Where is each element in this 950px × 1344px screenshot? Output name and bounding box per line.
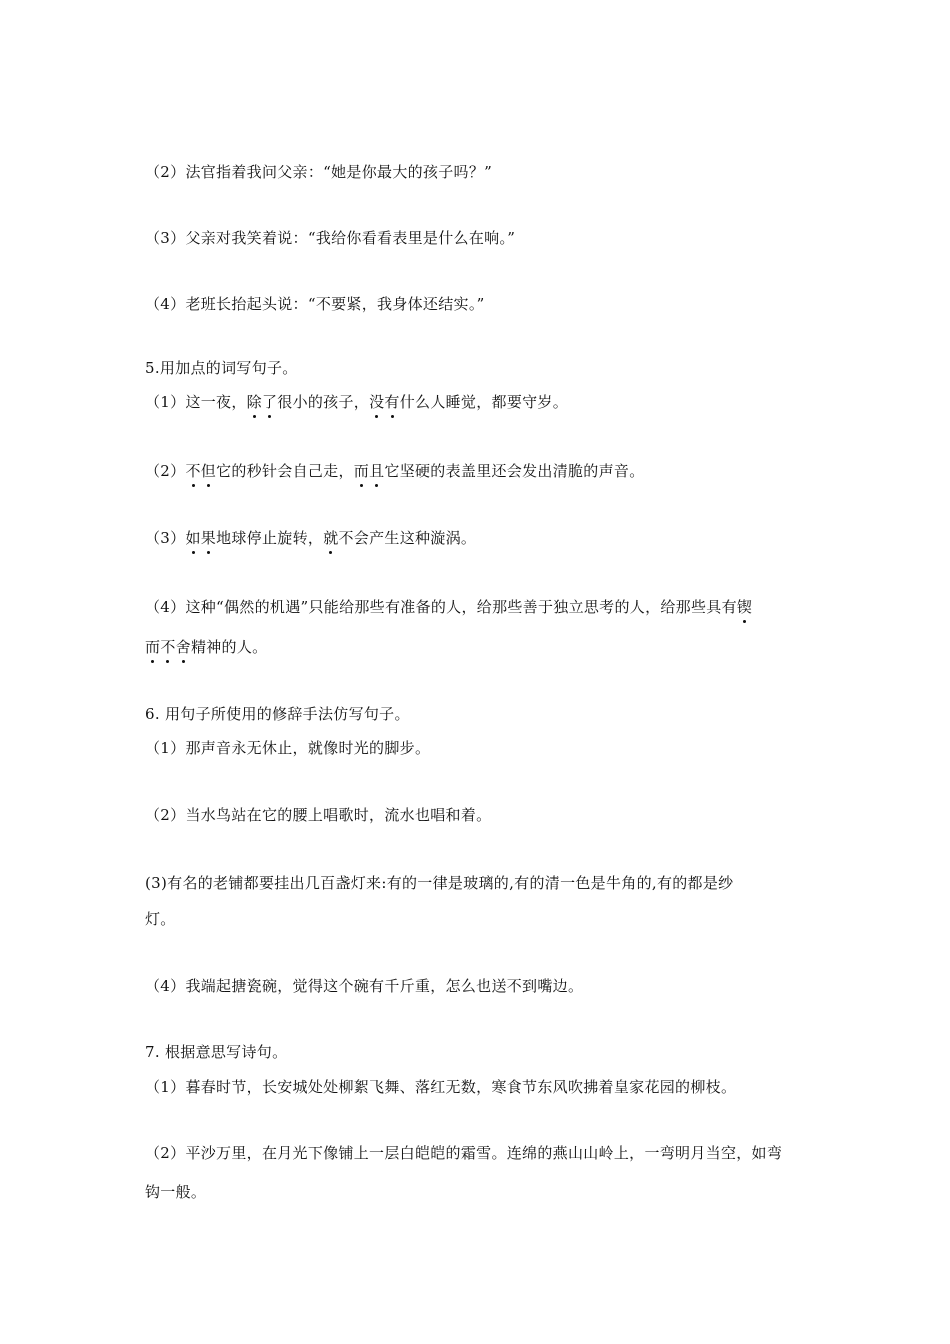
question-7-title: 7. 根据意思写诗句。 bbox=[145, 1043, 288, 1061]
dotted-char: 锲 bbox=[736, 598, 753, 616]
question-5-item-4-line-2 bbox=[145, 637, 267, 657]
question-6-item-4: （4）我端起搪瓷碗，觉得这个碗有千斤重，怎么也送不到嘴边。 bbox=[145, 977, 584, 995]
sentence-text: 它的秒针会自己走， bbox=[216, 462, 354, 480]
dotted-char: 有 bbox=[384, 393, 400, 411]
sentence-text: 精神的人。 bbox=[190, 638, 268, 656]
question-6-title: 6. 用句子所使用的修辞手法仿写句子。 bbox=[145, 705, 410, 723]
sentence-text: 它坚硬的表盖里还会发出清脆的声音。 bbox=[384, 462, 645, 480]
sentence-text: （1）这一夜， bbox=[145, 393, 247, 411]
dotted-char: 除 bbox=[246, 393, 262, 411]
dotted-char: 而 bbox=[353, 462, 370, 480]
sentence-text: （2） bbox=[145, 462, 186, 480]
question-7-item-2-line-2: 钩一般。 bbox=[145, 1183, 207, 1201]
sentence-text: 不会产生这种漩涡。 bbox=[338, 529, 477, 547]
question-5-item-3 bbox=[145, 528, 476, 548]
dotted-char: 如 bbox=[185, 529, 201, 547]
sentence-text: 什么人睡觉，都要守岁。 bbox=[399, 393, 569, 411]
question-6-item-3-line-2: 灯。 bbox=[145, 910, 176, 928]
question-5-item-1 bbox=[145, 392, 568, 412]
question-7-item-1: （1）暮春时节，长安城处处柳絮飞舞、落红无数，寒食节东风吹拂着皇家花园的柳枝。 bbox=[145, 1078, 737, 1096]
question-4-item-3: （3）父亲对我笑着说：“我给你看看表里是什么在响。” bbox=[145, 229, 516, 247]
sentence-text: 地球停止旋转， bbox=[216, 529, 324, 547]
question-5-title: 5.用加点的词写句子。 bbox=[145, 359, 298, 377]
dotted-char: 但 bbox=[200, 462, 217, 480]
dotted-char: 就 bbox=[323, 529, 339, 547]
dotted-char: 不 bbox=[185, 462, 201, 480]
question-6-item-2: （2）当水鸟站在它的腰上唱歌时，流水也唱和着。 bbox=[145, 806, 492, 824]
sentence-text: （3） bbox=[145, 529, 186, 547]
dotted-char: 不 bbox=[160, 638, 176, 656]
dotted-char: 果 bbox=[200, 529, 217, 547]
dotted-char: 没 bbox=[369, 393, 385, 411]
sentence-text: （4）这种“偶然的机遇”只能给那些有准备的人，给那些善于独立思考的人，给那些具有 bbox=[145, 598, 737, 616]
question-4-item-4: （4）老班长抬起头说：“不要紧，我身体还结实。” bbox=[145, 295, 485, 313]
question-5-item-4-line-1 bbox=[145, 597, 752, 617]
dotted-char: 了 bbox=[261, 393, 278, 411]
question-5-item-2 bbox=[145, 461, 645, 481]
dotted-char: 且 bbox=[369, 462, 385, 480]
question-6-item-3-line-1: (3)有名的老铺都要挂出几百盏灯来:有的一律是玻璃的,有的清一色是牛角的,有的都是纱 bbox=[145, 874, 734, 892]
question-6-item-1: （1）那声音永无休止，就像时光的脚步。 bbox=[145, 739, 431, 757]
dotted-char: 舍 bbox=[175, 638, 191, 656]
dotted-char: 而 bbox=[145, 638, 161, 656]
question-7-item-2-line-1: （2）平沙万里，在月光下像铺上一层白皑皑的霜雪。连绵的燕山山岭上，一弯明月当空，如弯 bbox=[145, 1144, 783, 1162]
question-4-item-2: （2）法官指着我问父亲：“她是你最大的孩子吗？” bbox=[145, 163, 493, 181]
sentence-text: 很小的孩子， bbox=[277, 393, 370, 411]
